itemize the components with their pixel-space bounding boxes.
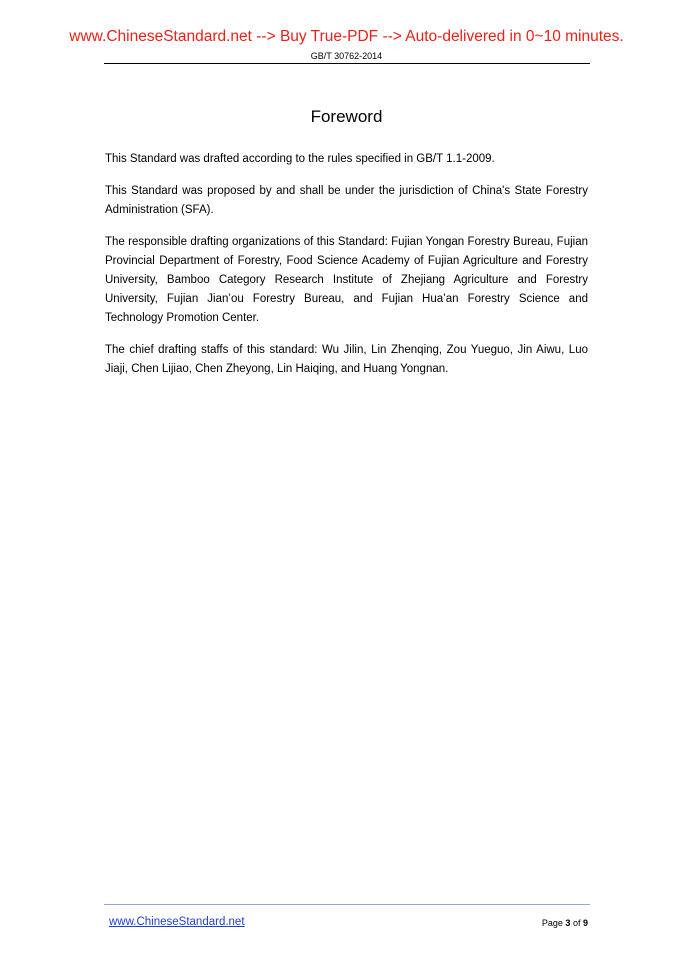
- paragraph-drafting-rules: This Standard was drafted according to the rules specified in GB/T 1.1-2009.: [105, 153, 495, 165]
- page-of: of: [572, 918, 581, 928]
- page-number: [542, 917, 588, 929]
- paragraph-jurisdiction: This Standard was proposed by and shall be under the jurisdiction of China's State Forestry Administration (SFA).: [105, 184, 588, 216]
- paragraph-drafting-organizations: The responsible drafting organizations of this Standard: Fujian Yongan Forestry Bureau, Fujian Provincial Department of Forestry, Food Science Academy of Fujian Agriculture and Forestry University, Bamboo Category Research Institute of Zhejiang Agriculture and Forestry University, Fujian Jian’ou Forestry Bureau, and Fujian Hua’an Forestry Science and Technology Promotion Center.: [105, 235, 588, 325]
- page-label: Page: [541, 918, 563, 928]
- page-current: 3: [565, 918, 571, 928]
- paragraph-drafting-staff: The chief drafting staffs of this standard: Wu Jilin, Lin Zhenqing, Zou Yueguo, Jin Aiwu, Luo Jiaji, Chen Lijiao, Chen Zheyong, Lin Haiqing, and Huang Yongnan.: [105, 344, 588, 376]
- footer-website-link[interactable]: www.ChineseStandard.net: [109, 916, 245, 928]
- standard-number: GB/T 30762-2014: [310, 51, 383, 61]
- header-divider: [104, 63, 590, 64]
- document-body: [105, 150, 588, 392]
- header-banner: www.ChineseStandard.net --> Buy True-PDF --> Auto-delivered in 0~10 minutes.: [69, 28, 624, 45]
- footer-divider: [104, 904, 590, 905]
- page-total: 9: [582, 918, 588, 928]
- page-title: Foreword: [310, 107, 383, 126]
